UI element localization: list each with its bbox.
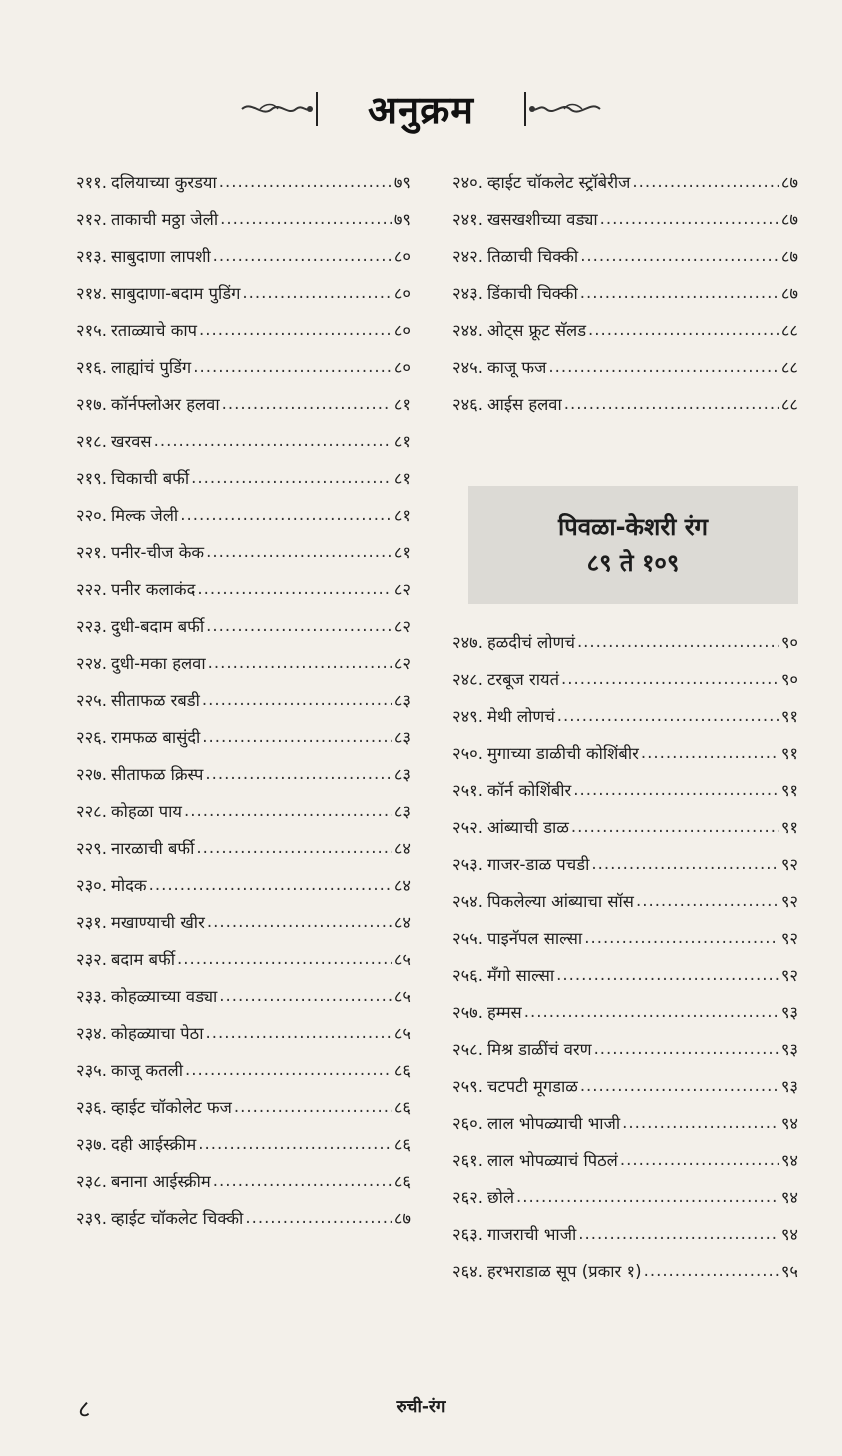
entry-number: २६१. [452, 1151, 483, 1170]
entry-number: २४३. [452, 284, 483, 303]
dot-leader [580, 246, 779, 267]
toc-entry [76, 1060, 411, 1082]
entry-page-number: ८० [393, 321, 411, 340]
entry-number: २१९. [76, 469, 107, 488]
entry-number: २५५. [452, 929, 483, 948]
entry-page-number: ७९ [393, 210, 411, 229]
dot-leader [524, 1002, 779, 1023]
entry-page-number: ८४ [393, 876, 411, 895]
dot-leader [202, 690, 392, 711]
entry-number: २३१. [76, 913, 107, 932]
entry-title: गाजर-डाळ पचडी [487, 855, 590, 874]
toc-entry [452, 394, 798, 416]
entry-page-number: ८१ [393, 543, 411, 562]
toc-entry [452, 283, 798, 305]
toc-entry [452, 1261, 798, 1283]
entry-number: २४१. [452, 210, 483, 229]
entry-title: हरभराडाळ सूप (प्रकार १) [487, 1262, 642, 1281]
entry-page-number: ८८ [780, 395, 798, 414]
entry-title: मखाण्याची खीर [111, 913, 205, 932]
toc-entry [452, 1187, 798, 1209]
dot-leader [564, 394, 779, 415]
entry-page-number: ८२ [393, 654, 411, 673]
right-column-bottom [452, 632, 798, 1298]
entry-number: २३४. [76, 1024, 107, 1043]
dot-leader [641, 743, 779, 764]
entry-page-number: ८१ [393, 432, 411, 451]
entry-page-number: ८० [393, 358, 411, 377]
entry-number: २२२. [76, 580, 107, 599]
toc-entry [452, 1039, 798, 1061]
dot-leader [632, 172, 778, 193]
entry-number: २५०. [452, 744, 483, 763]
toc-entry [76, 838, 411, 860]
entry-page-number: ८० [393, 247, 411, 266]
dot-leader [580, 1076, 779, 1097]
toc-entry [76, 727, 411, 749]
entry-page-number: ९१ [780, 744, 798, 763]
toc-entry [76, 690, 411, 712]
entry-number: २१२. [76, 210, 107, 229]
entry-title: मिल्क जेली [111, 506, 179, 525]
toc-entry [452, 706, 798, 728]
entry-page-number: ९३ [780, 1040, 798, 1059]
dot-leader [198, 1134, 392, 1155]
toc-entry [76, 246, 411, 268]
entry-number: २३३. [76, 987, 107, 1006]
toc-entry [76, 616, 411, 638]
entry-title: साबुदाणा-बदाम पुडिंग [111, 284, 241, 303]
entry-title: पनीर कलाकंद [111, 580, 196, 599]
entry-page-number: ९४ [780, 1151, 798, 1170]
dot-leader [149, 875, 392, 896]
entry-number: २३६. [76, 1098, 107, 1117]
entry-number: २६०. [452, 1114, 483, 1133]
entry-title: रताळ्याचे काप [111, 321, 198, 340]
entry-title: दुधी-बदाम बर्फी [111, 617, 205, 636]
toc-entry [76, 912, 411, 934]
section-title: पिवळा-केशरी रंग [557, 513, 709, 541]
toc-entry [76, 579, 411, 601]
dot-leader [154, 431, 392, 452]
entry-title: मुगाच्या डाळीची कोशिंबीर [487, 744, 639, 763]
entry-title: कॉर्नफ्लोअर हलवा [111, 395, 220, 414]
dot-leader [557, 706, 779, 727]
entry-title: मेथी लोणचं [487, 707, 555, 726]
dot-leader [234, 1097, 392, 1118]
entry-number: २२४. [76, 654, 107, 673]
entry-title: मिश्र डाळींचं वरण [487, 1040, 592, 1059]
dot-leader [588, 320, 779, 341]
dot-leader [180, 505, 392, 526]
toc-entry [76, 986, 411, 1008]
dot-leader [196, 838, 391, 859]
entry-page-number: ८७ [393, 1209, 411, 1228]
dot-leader [622, 1113, 779, 1134]
entry-title: कॉर्न कोशिंबीर [487, 781, 572, 800]
entry-page-number: ९४ [780, 1114, 798, 1133]
toc-entry [452, 854, 798, 876]
entry-number: २६२. [452, 1188, 483, 1207]
entry-title: तिळाची चिक्की [487, 247, 579, 266]
entry-number: २४९. [452, 707, 483, 726]
entry-title: दही आईस्क्रीम [111, 1135, 197, 1154]
entry-title: काजू फज [487, 358, 547, 377]
dot-leader [620, 1150, 779, 1171]
entry-page-number: ८७ [780, 284, 798, 303]
entry-title: मँगो साल्सा [487, 966, 555, 985]
dot-leader [220, 209, 392, 230]
book-title: रुची-रंग [396, 1397, 446, 1417]
entry-number: २६३. [452, 1225, 483, 1244]
entry-title: कोहळ्याच्या वड्या [111, 987, 218, 1006]
dot-leader [185, 1060, 392, 1081]
dot-leader [600, 209, 779, 230]
dot-leader [548, 357, 778, 378]
entry-title: हळदीचं लोणचं [487, 633, 575, 652]
dot-leader [222, 394, 392, 415]
toc-entry [76, 209, 411, 231]
toc-entry [452, 780, 798, 802]
toc-entry [452, 928, 798, 950]
entry-number: २१६. [76, 358, 107, 377]
entry-title: रामफळ बासुंदी [111, 728, 201, 747]
entry-page-number: ९२ [780, 855, 798, 874]
entry-number: २३२. [76, 950, 107, 969]
page-title: अनुक्रम [367, 87, 475, 132]
entry-page-number: ९३ [780, 1077, 798, 1096]
entry-title: चिकाची बर्फी [111, 469, 190, 488]
toc-entry [452, 743, 798, 765]
entry-title: ओट्स फ्रूट सॅलड [487, 321, 587, 340]
entry-page-number: ९१ [780, 781, 798, 800]
toc-entry [452, 632, 798, 654]
entry-page-number: ८३ [393, 765, 411, 784]
dot-leader [191, 468, 392, 489]
toc-entry [452, 669, 798, 691]
entry-page-number: ८३ [393, 728, 411, 747]
entry-number: २२५. [76, 691, 107, 710]
entry-number: २३७. [76, 1135, 107, 1154]
footer [0, 1392, 842, 1422]
toc-entry [452, 1150, 798, 1172]
title-row [0, 84, 842, 134]
entry-title: ताकाची मठ्ठा जेली [111, 210, 219, 229]
entry-title: सीताफळ क्रिस्प [111, 765, 204, 784]
right-ornament-icon [526, 94, 602, 124]
dot-leader [580, 283, 779, 304]
entry-title: लाल भोपळ्याचं पिठलं [487, 1151, 618, 1170]
entry-page-number: ८३ [393, 802, 411, 821]
entry-title: काजू कतली [111, 1061, 183, 1080]
dot-leader [205, 764, 391, 785]
entry-title: हम्मस [487, 1003, 522, 1022]
entry-page-number: ९० [780, 633, 798, 652]
dot-leader [207, 912, 392, 933]
entry-page-number: ९३ [780, 1003, 798, 1022]
entry-title: आंब्याची डाळ [487, 818, 569, 837]
entry-title: टरबूज रायतं [487, 670, 559, 689]
dot-leader [206, 1023, 392, 1044]
dot-leader [177, 949, 392, 970]
entry-page-number: ८७ [780, 173, 798, 192]
entry-number: २३५. [76, 1061, 107, 1080]
dot-leader [584, 928, 779, 949]
dot-leader [573, 780, 779, 801]
dot-leader [577, 632, 779, 653]
entry-page-number: ८४ [393, 913, 411, 932]
entry-title: छोले [487, 1188, 515, 1207]
entry-page-number: ८१ [393, 469, 411, 488]
entry-number: २४२. [452, 247, 483, 266]
toc-entry [452, 1113, 798, 1135]
dot-leader [636, 891, 779, 912]
dot-leader [245, 1208, 392, 1229]
dot-leader [578, 1224, 779, 1245]
entry-page-number: ९२ [780, 929, 798, 948]
toc-entry [452, 1002, 798, 1024]
entry-number: २५६. [452, 966, 483, 985]
toc-entry [452, 1224, 798, 1246]
entry-title: खसखशीच्या वड्या [487, 210, 598, 229]
entry-page-number: ८६ [393, 1061, 411, 1080]
entry-page-number: ९२ [780, 966, 798, 985]
entry-title: आईस हलवा [487, 395, 562, 414]
entry-title: लाल भोपळ्याची भाजी [487, 1114, 621, 1133]
entry-number: २५२. [452, 818, 483, 837]
entry-number: २५७. [452, 1003, 483, 1022]
entry-page-number: ८० [393, 284, 411, 303]
entry-title: लाह्यांचं पुडिंग [111, 358, 192, 377]
dot-leader [556, 965, 779, 986]
entry-page-number: ८८ [780, 358, 798, 377]
entry-page-number: ८६ [393, 1172, 411, 1191]
toc-entry [76, 949, 411, 971]
toc-entry [76, 1134, 411, 1156]
entry-page-number: ८७ [780, 210, 798, 229]
toc-entry [452, 1076, 798, 1098]
entry-page-number: ८२ [393, 617, 411, 636]
entry-page-number: ८५ [393, 1024, 411, 1043]
toc-entry [76, 172, 411, 194]
dot-leader [644, 1261, 779, 1282]
entry-page-number: ९० [780, 670, 798, 689]
entry-title: दलियाच्या कुरडया [111, 173, 217, 192]
toc-entry [76, 1023, 411, 1045]
entry-title: व्हाईट चॉकोलेट फज [111, 1098, 232, 1117]
dot-leader [242, 283, 391, 304]
entry-number: २२७. [76, 765, 107, 784]
entry-title: पनीर-चीज केक [111, 543, 205, 562]
entry-page-number: ८५ [393, 950, 411, 969]
left-column [76, 172, 411, 1245]
toc-entry [76, 764, 411, 786]
entry-page-number: ७९ [393, 173, 411, 192]
entry-page-number: ८६ [393, 1098, 411, 1117]
entry-number: २६४. [452, 1262, 483, 1281]
toc-entry [76, 468, 411, 490]
entry-number: २४५. [452, 358, 483, 377]
dot-leader [213, 246, 392, 267]
entry-title: कोहळ्याचा पेठा [111, 1024, 204, 1043]
entry-number: २२८. [76, 802, 107, 821]
page-number: ८ [78, 1395, 91, 1423]
entry-number: २५९. [452, 1077, 483, 1096]
dot-leader [197, 579, 391, 600]
entry-page-number: ८१ [393, 506, 411, 525]
entry-number: २१४. [76, 284, 107, 303]
toc-entry [76, 357, 411, 379]
entry-number: २३९. [76, 1209, 107, 1228]
entry-number: २३०. [76, 876, 107, 895]
entry-number: २३८. [76, 1172, 107, 1191]
toc-entry [452, 357, 798, 379]
entry-number: २१३. [76, 247, 107, 266]
entry-title: कोहळा पाय [111, 802, 182, 821]
entry-number: २४८. [452, 670, 483, 689]
toc-entry [452, 172, 798, 194]
entry-title: दुधी-मका हलवा [111, 654, 206, 673]
entry-title: खरवस [111, 432, 152, 451]
entry-number: २४४. [452, 321, 483, 340]
dot-leader [199, 320, 392, 341]
dot-leader [206, 542, 392, 563]
entry-page-number: ९४ [780, 1188, 798, 1207]
dot-leader [213, 1171, 392, 1192]
entry-title: साबुदाणा लापशी [111, 247, 211, 266]
entry-title: चटपटी मूगडाळ [487, 1077, 578, 1096]
left-ornament-icon [240, 94, 316, 124]
entry-number: २४०. [452, 173, 483, 192]
entry-number: २२०. [76, 506, 107, 525]
entry-title: नारळाची बर्फी [111, 839, 195, 858]
toc-entry [76, 320, 411, 342]
entry-number: २५४. [452, 892, 483, 911]
dot-leader [208, 653, 392, 674]
toc-entry [76, 542, 411, 564]
entry-page-number: ८५ [393, 987, 411, 1006]
dot-leader [516, 1187, 779, 1208]
right-column-top [452, 172, 798, 431]
dot-leader [219, 172, 392, 193]
entry-number: २१८. [76, 432, 107, 451]
entry-page-number: ८३ [393, 691, 411, 710]
entry-number: २५१. [452, 781, 483, 800]
toc-entry [76, 431, 411, 453]
entry-title: पिकलेल्या आंब्याचा सॉस [487, 892, 634, 911]
dot-leader [206, 616, 392, 637]
entry-title: डिंकाची चिक्की [487, 284, 578, 303]
entry-page-number: ९१ [780, 818, 798, 837]
toc-entry [452, 965, 798, 987]
toc-entry [76, 875, 411, 897]
entry-number: २१७. [76, 395, 107, 414]
entry-page-number: ८७ [780, 247, 798, 266]
entry-number: २२६. [76, 728, 107, 747]
toc-entry [76, 1171, 411, 1193]
toc-entry [452, 320, 798, 342]
entry-page-number: ९४ [780, 1225, 798, 1244]
entry-page-number: ९५ [780, 1262, 798, 1281]
toc-entry [76, 505, 411, 527]
toc-entry [76, 801, 411, 823]
entry-number: २२९. [76, 839, 107, 858]
dot-leader [594, 1039, 779, 1060]
toc-entry [452, 891, 798, 913]
left-title-bar [316, 92, 318, 126]
toc-entry [76, 1208, 411, 1230]
entry-title: बदाम बर्फी [111, 950, 175, 969]
entry-page-number: ८८ [780, 321, 798, 340]
toc-entry [452, 246, 798, 268]
entry-number: २११. [76, 173, 107, 192]
entry-title: व्हाईट चॉकलेट स्ट्रॉबेरीज [487, 173, 631, 192]
entry-number: २२३. [76, 617, 107, 636]
toc-entry [452, 209, 798, 231]
entry-number: २५३. [452, 855, 483, 874]
entry-title: गाजराची भाजी [487, 1225, 577, 1244]
entry-number: २५८. [452, 1040, 483, 1059]
toc-entry [452, 817, 798, 839]
section-page-range: ८९ ते १०९ [586, 549, 680, 577]
entry-title: सीताफळ रबडी [111, 691, 200, 710]
entry-number: २४६. [452, 395, 483, 414]
entry-page-number: ८१ [393, 395, 411, 414]
entry-page-number: ९२ [780, 892, 798, 911]
dot-leader [184, 801, 392, 822]
entry-page-number: ८६ [393, 1135, 411, 1154]
section-header [468, 486, 798, 604]
entry-number: २१५. [76, 321, 107, 340]
entry-number: २२१. [76, 543, 107, 562]
toc-entry [76, 283, 411, 305]
toc-entry [76, 1097, 411, 1119]
entry-title: मोदक [111, 876, 147, 895]
entry-page-number: ८४ [393, 839, 411, 858]
entry-page-number: ९१ [780, 707, 798, 726]
toc-entry [76, 653, 411, 675]
entry-page-number: ८२ [393, 580, 411, 599]
toc-entry [76, 394, 411, 416]
dot-leader [591, 854, 778, 875]
dot-leader [571, 817, 779, 838]
dot-leader [561, 669, 779, 690]
entry-title: बनाना आईस्क्रीम [111, 1172, 211, 1191]
dot-leader [193, 357, 392, 378]
entry-number: २४७. [452, 633, 483, 652]
entry-title: पाइनॅपल साल्सा [487, 929, 583, 948]
dot-leader [219, 986, 392, 1007]
entry-title: व्हाईट चॉकलेट चिक्की [111, 1209, 244, 1228]
dot-leader [202, 727, 392, 748]
